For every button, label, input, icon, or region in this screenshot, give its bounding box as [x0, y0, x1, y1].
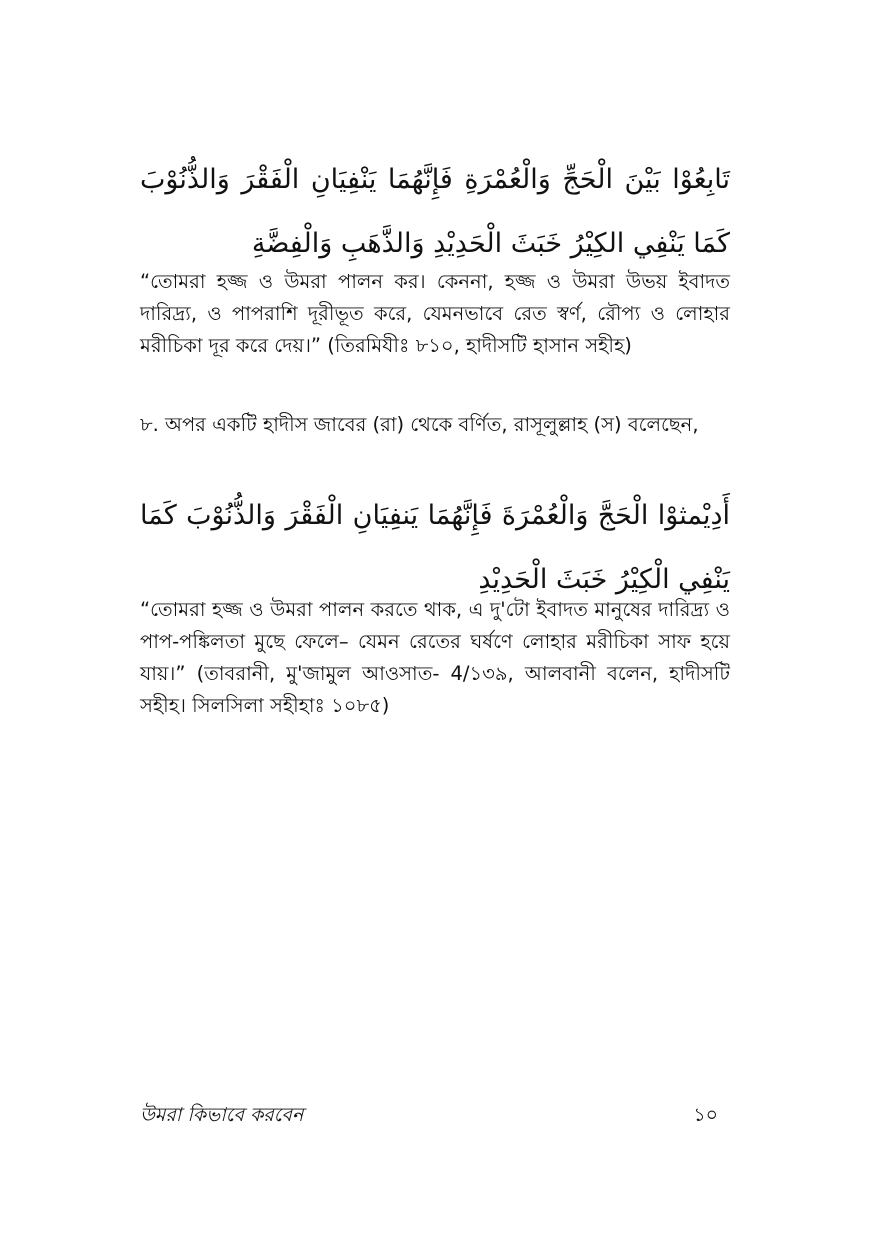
running-footer-title: উমরা কিভাবে করবেন	[140, 1104, 304, 1126]
arabic-hadith-text: تَابِعُوْا بَيْنَ الْحَجِّ وَالْعُمْرَةِ فَإِنَّهُمَا يَنْفِيَانِ الْفَقْرَ وَالذُّنُوْبَ كَمَا يَنْفِي الكِيْرُ خَبَثَ الْحَدِيْدِ وَالذَّهَبِ وَالْفِضَّةِ	[140, 164, 730, 259]
hadith-translation-paragraph: “তোমরা হজ্জ ও উমরা পালন কর। কেননা, হজ্জ ও উমরা উভয় ইবাদত দারিদ্র্য, ও পাপরাশি দূরীভূত করে, যেমনভাবে রেত স্বর্ণ, রৌপ্য ও লোহার মরীচিকা দূর করে দেয়।” (তিরমিযীঃ ৮১০, হাদীসটি হাসান সহীহ)	[140, 270, 730, 357]
page-number: ১০	[693, 1104, 718, 1126]
numbered-point-paragraph: ৮. অপর একটি হাদীস জাবের (রা) থেকে বর্ণিত, রাসূলুল্লাহ (স) বলেছেন,	[140, 413, 699, 436]
hadith-translation-paragraph-2: “তোমরা হজ্জ ও উমরা পালন করতে থাক, এ দু'টো ইবাদত মানুষের দারিদ্র্য ও পাপ-পঙ্কিলতা মুছে ফেলে– যেমন রেতের ঘর্ষণে লোহার মরীচিকা সাফ হয়ে যায়।” (তাবরানী, মু'জামুল আওসাত- 4/১৩৯, আলবানী বলেন, হাদীসটি সহীহ। সিলসিলা সহীহাঃ ১০৮৫)	[140, 598, 730, 717]
page-footer	[140, 1101, 730, 1131]
arabic-hadith-text-2: أَدِيْمثوْا الْحَجَّ وَالْعُمْرَةَ فَإِنَّهُمَا يَنفِيَانِ الْفَقْرَ وَالذُّنُوْبَ كَمَا يَنْفِي الْكِيْرُ خَبَثَ الْحَدِيْدِ	[140, 500, 730, 595]
